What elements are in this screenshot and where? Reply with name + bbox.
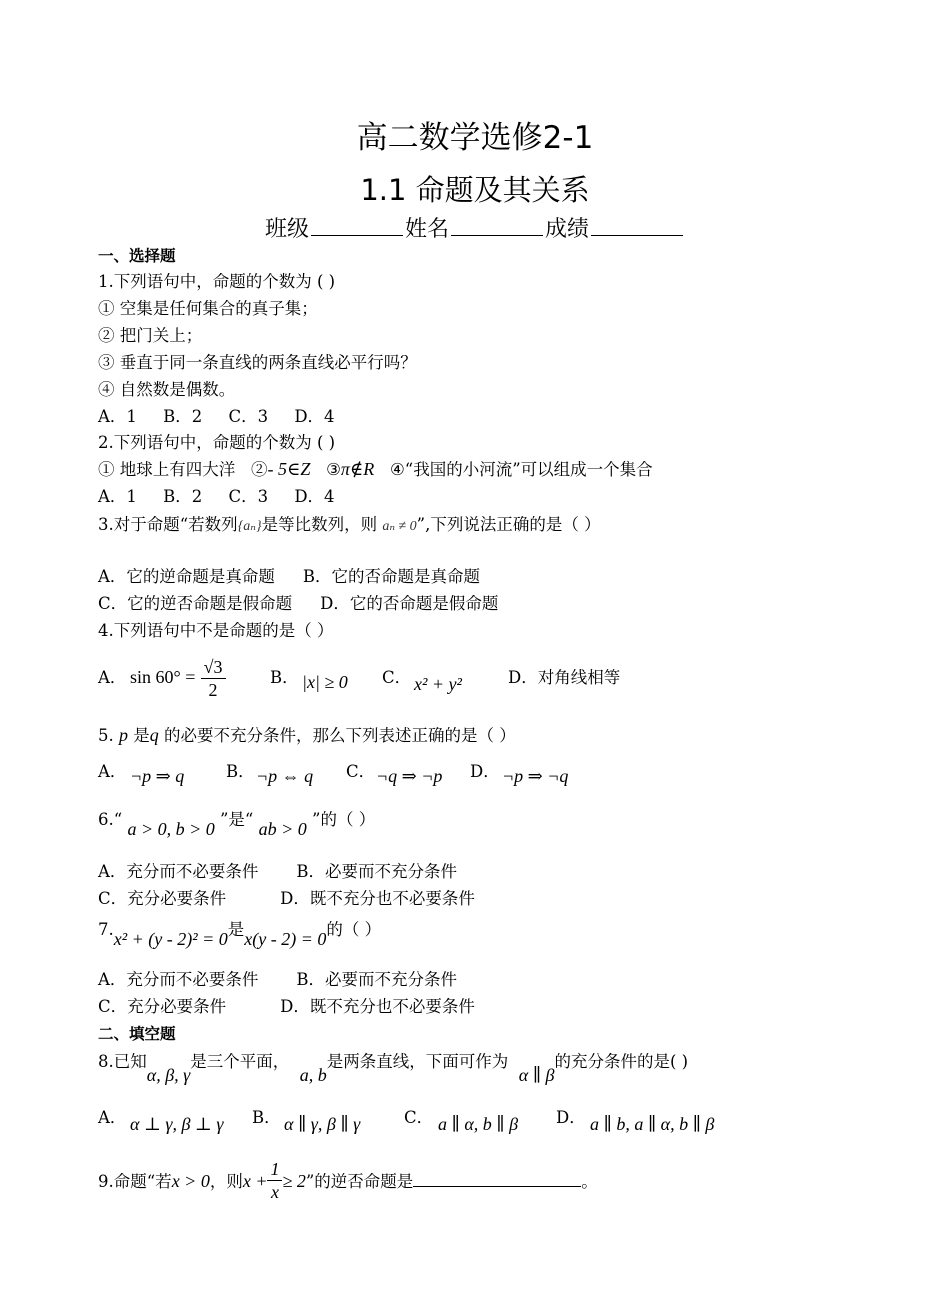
q3-options-row-1 bbox=[98, 566, 480, 588]
q5-option-c-math bbox=[376, 766, 442, 787]
q6-options-row-2 bbox=[98, 888, 475, 910]
q7-option-a: A．充分而不必要条件 bbox=[98, 970, 259, 989]
q6-part-2: ”是“ bbox=[219, 810, 254, 829]
q5-option-a-math-text: ¬p ⇒ q bbox=[130, 766, 185, 786]
q5-option-a-label: A． bbox=[98, 762, 127, 781]
q7-math-2: x(y - 2) = 0 bbox=[244, 929, 327, 949]
q9-math-2: x + bbox=[242, 1171, 268, 1191]
q5-q: q bbox=[149, 725, 159, 745]
q4-stem: 4.下列语句中不是命题的是（ ） bbox=[98, 621, 334, 640]
section-choice-heading: 一、选择题 bbox=[98, 247, 176, 265]
q1-statement-1: ① 空集是任何集合的真子集； bbox=[98, 299, 318, 318]
q3-condition: aₙ ≠ 0 bbox=[382, 519, 417, 534]
q8-option-d-math bbox=[590, 1114, 714, 1135]
q4-option-d: D．对角线相等 bbox=[508, 668, 621, 687]
q4-option-b-math bbox=[302, 672, 348, 693]
q1-statement-4: ④ 自然数是偶数。 bbox=[98, 380, 236, 399]
q5-stem bbox=[98, 724, 516, 747]
q7-part-3: 的（ ） bbox=[326, 920, 382, 939]
score-label: 成绩 bbox=[545, 217, 590, 242]
q3-part-3: ”,下列说法正确的是（ ） bbox=[416, 515, 601, 534]
q9-stem bbox=[98, 1160, 598, 1205]
q8-option-c-math bbox=[438, 1114, 518, 1135]
q6-option-a: A．充分而不必要条件 bbox=[98, 862, 259, 881]
q3-option-c: C．它的逆否命题是假命题 bbox=[98, 594, 293, 613]
q8-option-c-label: C． bbox=[404, 1108, 434, 1127]
q5-option-d-math bbox=[502, 766, 568, 787]
q4-option-c-label: C． bbox=[382, 668, 412, 687]
q3-option-a: A．它的逆命题是真命题 bbox=[98, 567, 275, 586]
score-blank[interactable] bbox=[591, 217, 683, 236]
q8-part-1: 8.已知 bbox=[98, 1052, 147, 1071]
q8-math-3: α ∥ β bbox=[518, 1065, 555, 1085]
q6-math-2: ab > 0 bbox=[258, 819, 307, 839]
q5-option-d-math-text: ¬p ⇒ ¬q bbox=[502, 766, 569, 786]
q7-part-2: 是 bbox=[227, 920, 245, 939]
q2-statement-2-math: - 5∈Z bbox=[267, 459, 311, 479]
q6-option-d: D．既不充分也不必要条件 bbox=[280, 889, 475, 908]
q2-statement-3-label: ③ bbox=[326, 460, 341, 479]
q3-part-2: 是等比数列，则 bbox=[261, 515, 378, 534]
q4-option-a-denominator: 2 bbox=[208, 680, 218, 700]
q4-option-b-math-text: |x| ≥ 0 bbox=[302, 672, 348, 692]
q2-statement-1: ① 地球上有四大洋 bbox=[98, 460, 236, 479]
q2-statement-2-label: ② bbox=[251, 460, 268, 479]
section-fill-heading: 二、填空题 bbox=[98, 1025, 176, 1043]
q6-options-row-1 bbox=[98, 861, 457, 883]
name-label: 姓名 bbox=[404, 217, 449, 242]
q6-part-3: ”的（ ） bbox=[312, 810, 376, 829]
q2-statement-3-math: π∉R bbox=[340, 459, 375, 479]
q9-numerator: 1 bbox=[267, 1158, 282, 1181]
q8-part-4: 的充分条件的是( ) bbox=[554, 1052, 689, 1071]
q3-option-d: D．它的否命题是假命题 bbox=[320, 594, 499, 613]
q4-option-a bbox=[130, 656, 226, 701]
page-title: 高二数学选修2-1 bbox=[356, 120, 594, 156]
q9-answer-blank[interactable] bbox=[413, 1170, 581, 1187]
q8-option-c-math-text: a ∥ α, b ∥ β bbox=[438, 1114, 519, 1134]
q7-part-1: 7. bbox=[98, 920, 114, 939]
q8-math-1: α, β, γ bbox=[146, 1065, 191, 1085]
q5-option-b-math bbox=[256, 766, 313, 787]
q9-part-3: ”的逆否命题是 bbox=[305, 1172, 414, 1191]
q8-option-b-math bbox=[284, 1114, 360, 1135]
q6-option-c: C．充分必要条件 bbox=[98, 889, 227, 908]
q4-option-b-label: B． bbox=[270, 668, 299, 687]
q5-part-1: 5. bbox=[98, 726, 114, 745]
q1-statement-2: ② 把门关上； bbox=[98, 326, 203, 345]
q7-options-row-1 bbox=[98, 969, 457, 991]
q8-option-a-label: A． bbox=[98, 1108, 127, 1127]
q9-part-1: 9.命题“若 bbox=[98, 1172, 172, 1191]
q9-fraction bbox=[267, 1158, 282, 1203]
q9-part-2: ，则 bbox=[209, 1172, 243, 1191]
q6-option-b: B．必要而不充分条件 bbox=[296, 862, 458, 881]
q4-option-a-math: sin 60° = bbox=[130, 667, 196, 687]
q8-option-d-label: D． bbox=[556, 1108, 586, 1127]
page-subtitle: 1.1 命题及其关系 bbox=[360, 173, 590, 207]
q3-sequence: {aₙ} bbox=[237, 519, 262, 534]
q2-statements bbox=[98, 458, 653, 481]
q6-part-1: 6.“ bbox=[98, 810, 123, 829]
q7-math-1: x² + (y - 2)² = 0 bbox=[113, 929, 228, 949]
q1-stem: 1.下列语句中，命题的个数为 ( ) bbox=[98, 272, 336, 291]
q5-option-c-math-text: ¬q ⇒ ¬p bbox=[376, 766, 443, 786]
q3-option-b: B．它的否命题是真命题 bbox=[302, 567, 481, 586]
q5-option-b-label: B． bbox=[226, 762, 255, 781]
q9-math-1: x > 0 bbox=[171, 1171, 210, 1191]
q2-statement-4: ④“我国的小河流”可以组成一个集合 bbox=[389, 460, 653, 479]
student-info-row bbox=[0, 212, 950, 243]
q5-option-a-math bbox=[130, 766, 184, 787]
q2-options: A．1 B．2 C．3 D．4 bbox=[98, 487, 335, 506]
q8-option-a-math-text: α ⊥ γ, β ⊥ γ bbox=[130, 1114, 224, 1134]
q5-option-c-label: C． bbox=[346, 762, 376, 781]
name-blank[interactable] bbox=[451, 217, 543, 236]
q6-math-1: a > 0, b > 0 bbox=[127, 819, 215, 839]
q5-part-2: 是 bbox=[133, 726, 150, 745]
q7-option-d: D．既不充分也不必要条件 bbox=[280, 997, 475, 1016]
q4-option-c-math bbox=[414, 674, 462, 695]
q8-stem bbox=[98, 1050, 689, 1085]
q8-math-2: a, b bbox=[299, 1065, 327, 1085]
q4-option-a-numerator: √3 bbox=[201, 656, 226, 679]
q2-stem: 2.下列语句中，命题的个数为 ( ) bbox=[98, 433, 336, 452]
q5-option-b-math-text: ¬p ⇔ q bbox=[256, 766, 314, 786]
q4-option-c-math-text: x² + y² bbox=[414, 674, 462, 694]
q7-option-b: B．必要而不充分条件 bbox=[296, 970, 458, 989]
q3-options-row-2 bbox=[98, 593, 498, 615]
q9-end: 。 bbox=[581, 1172, 598, 1191]
q1-options: A．1 B．2 C．3 D．4 bbox=[98, 407, 335, 426]
q8-option-a-math bbox=[130, 1114, 223, 1135]
q9-denominator: x bbox=[270, 1182, 279, 1202]
q8-option-b-math-text: α ∥ γ, β ∥ γ bbox=[284, 1114, 361, 1134]
class-label: 班级 bbox=[264, 217, 309, 242]
q8-option-d-math-text: a ∥ b, a ∥ α, b ∥ β bbox=[590, 1114, 715, 1134]
q1-statement-3: ③ 垂直于同一条直线的两条直线必平行吗？ bbox=[98, 353, 417, 372]
q6-stem bbox=[98, 808, 376, 839]
q4-option-a-fraction bbox=[201, 656, 226, 701]
q3-stem bbox=[98, 514, 601, 538]
class-blank[interactable] bbox=[311, 217, 403, 236]
q4-option-a-label: A． bbox=[98, 668, 127, 687]
q5-option-d-label: D． bbox=[470, 762, 500, 781]
q5-p: p bbox=[119, 725, 128, 745]
q8-part-2: 是三个平面， bbox=[190, 1052, 290, 1071]
q7-options-row-2 bbox=[98, 996, 475, 1018]
q7-option-c: C．充分必要条件 bbox=[98, 997, 227, 1016]
q3-part-1: 3.对于命题“若数列 bbox=[98, 515, 238, 534]
q8-option-b-label: B． bbox=[252, 1108, 281, 1127]
q8-part-3: 是两条直线，下面可作为 bbox=[326, 1052, 509, 1071]
q9-math-3: ≥ 2 bbox=[282, 1171, 306, 1191]
q7-stem bbox=[98, 918, 382, 949]
q5-part-3: 的必要不充分条件，那么下列表述正确的是（ ） bbox=[164, 726, 516, 745]
